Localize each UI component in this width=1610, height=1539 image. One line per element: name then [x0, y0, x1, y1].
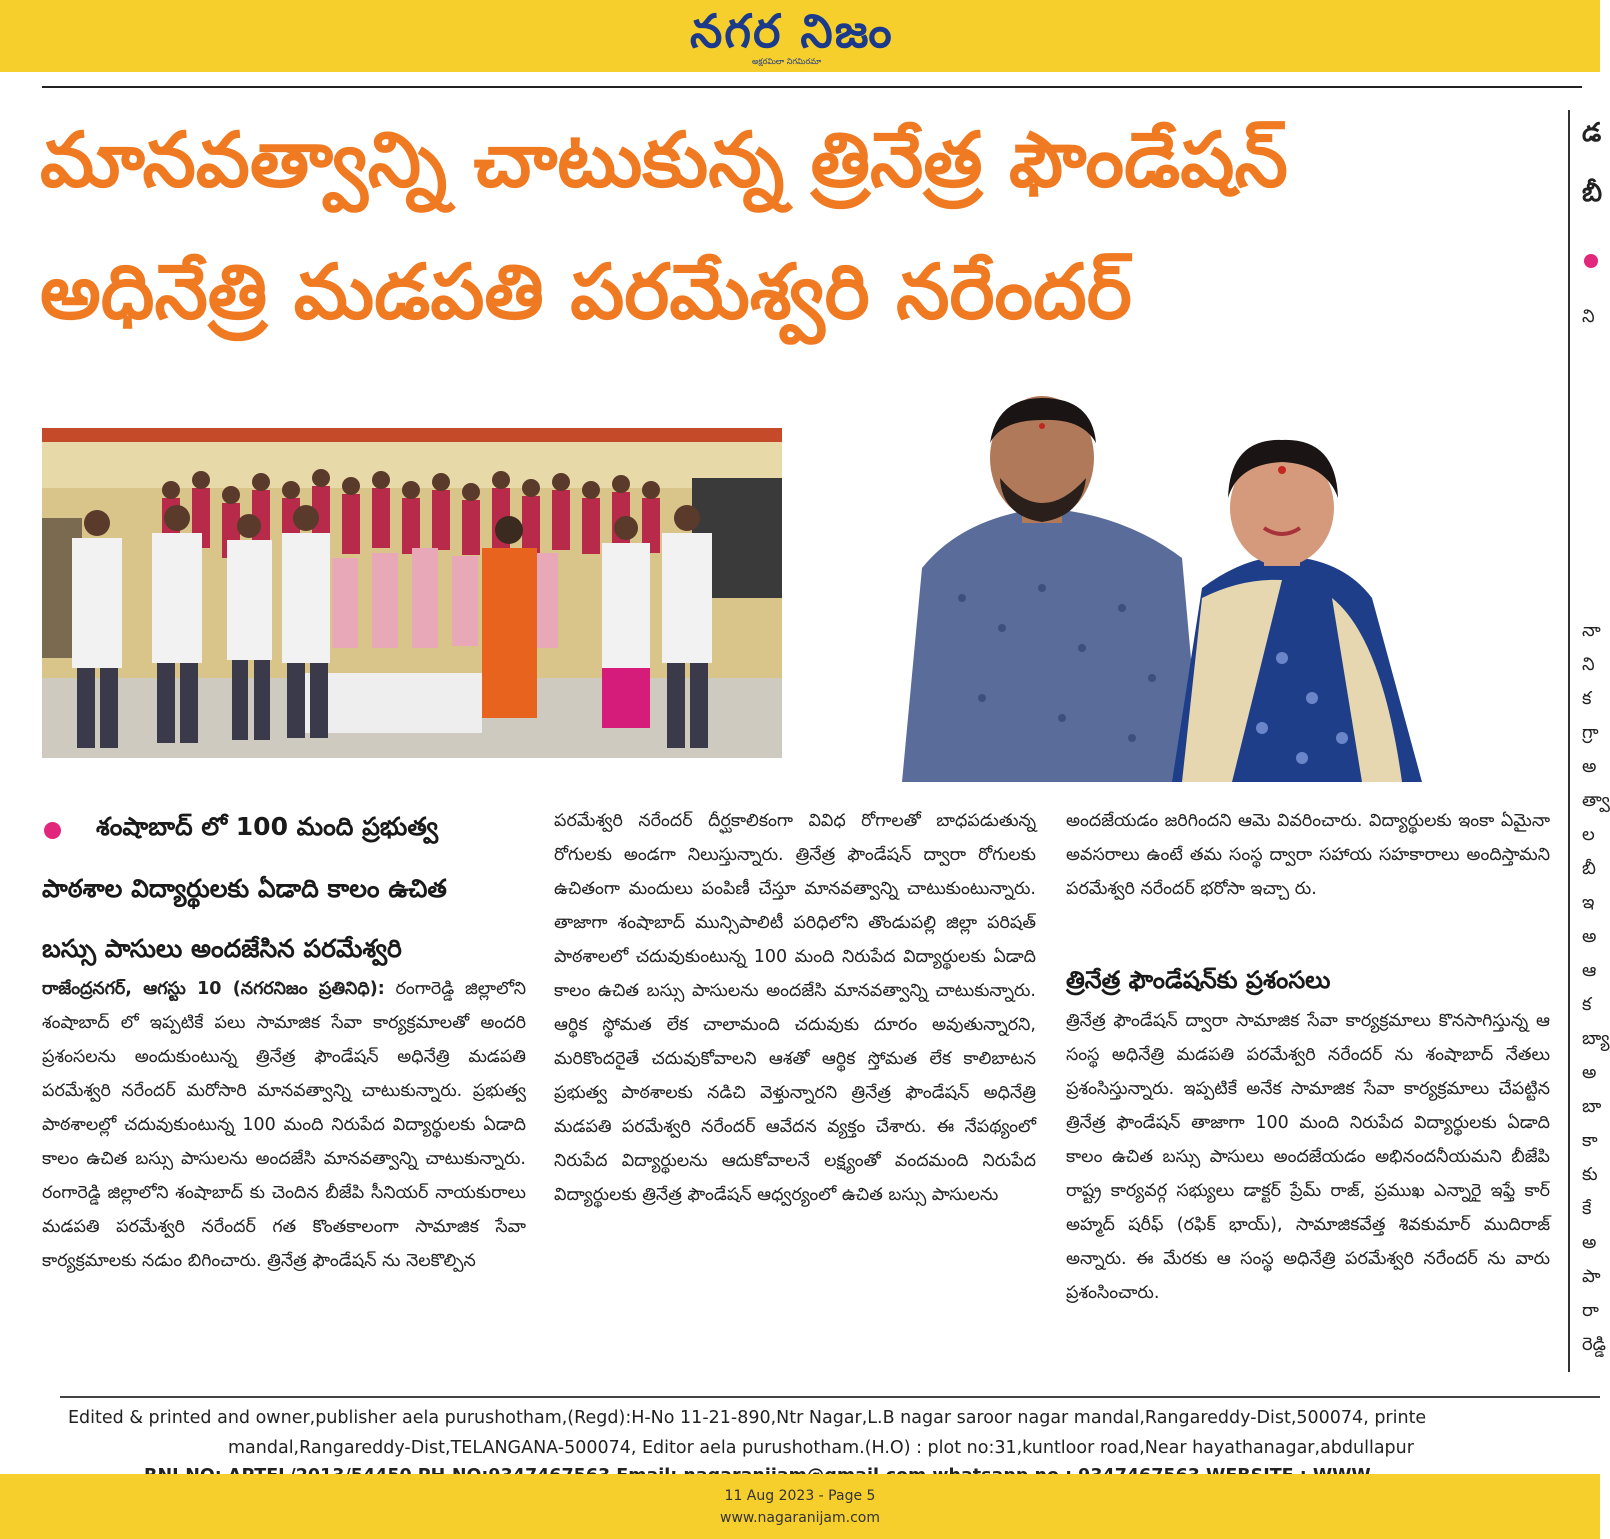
side-fragment: ఆ — [1582, 960, 1597, 981]
headline-line-1: మానవత్వాన్ని చాటుకున్న త్రినేత్ర ఫౌండేషన్ — [40, 115, 1288, 204]
side-fragment: గ్రా — [1582, 722, 1599, 743]
portrait-photo-illustration — [902, 398, 1522, 782]
side-fragment: కా — [1582, 1130, 1598, 1151]
side-fragment: బీ — [1582, 178, 1603, 208]
side-column-divider — [1568, 110, 1570, 1372]
imprint-line-2: mandal,Rangareddy-Dist,TELANGANA-500074, Editor aela purushotham.(H.O) : plot no:31,kuntloor road,Near hayathanagar,abdullapur — [228, 1438, 1414, 1458]
side-fragment: పా — [1582, 1266, 1601, 1287]
side-column-bullet — [1584, 254, 1598, 268]
side-fragment: అ — [1582, 756, 1597, 777]
side-fragment: డ — [1582, 118, 1602, 148]
side-fragment: అ — [1582, 1232, 1597, 1253]
side-fragment: బీ — [1582, 858, 1596, 879]
newspaper-logo: నగర నిజం — [690, 4, 894, 58]
side-fragment: త్వా — [1582, 790, 1610, 811]
newspaper-tagline: అక్షరమిలా నిగమిరమా — [752, 57, 822, 66]
article-column-2: పరమేశ్వరి నరేందర్ దీర్ఘకాలికంగా వివిధ రోగాలతో బాధపడుతున్న రోగులకు అండగా నిలుస్తున్నారు. త్రినేత్ర ఫౌండేషన్ ద్వారా రోగులకు ఉచితంగా మందులు పంపిణీ చేస్తూ మానవత్వాన్ని చాటుకుంటున్నారు. తాజాగా శంషాబాద్ మున్సిపాలిటీ పరిధిలోని తొండుపల్లి జిల్లా పరిషత్ పాఠశాలలో చదువుకుంటున్న 100 మంది నిరుపేద విద్యార్థులకు ఏడాది కాలం ఉచిత బస్సు పాసులను అందజేసి మానవత్వాన్ని చాటుకున్నారు. ఆర్థిక స్థోమత లేక చాలామంది చదువుకు దూరం అవుతున్నారని, మరికొందరైతే చదువుకోవాలని ఆశతో ఆర్థిక స్తోమత లేక కాలిబాటన ప్రభుత్వ పాఠశాలకు నడిచి వెళ్తున్నారని త్రినేత్ర ఫౌండేషన్ అధినేత్రి మడపతి పరమేశ్వరి నరేందర్ ఆవేదన వ్యక్తం చేశారు. ఈ నేపథ్యంలో నిరుపేద విద్యార్థులను ఆదుకోవాలనే లక్ష్యంతో వందమంది నిరుపేద విద్యార్థులకు త్రినేత్ర ఫౌండేషన్ ఆధ్వర్యంలో ఉచిత బస్సు పాసులను — [554, 811, 1036, 1205]
side-fragment: రా — [1582, 1300, 1599, 1321]
masthead — [0, 0, 1600, 72]
side-fragment: ని — [1582, 654, 1595, 675]
group-photo-illustration — [42, 428, 782, 758]
side-fragment: అ — [1582, 1062, 1597, 1083]
subheadline-line-3: బస్సు పాసులు అందజేసిన పరమేశ్వరి — [42, 934, 402, 963]
side-fragment: ల — [1582, 824, 1595, 845]
side-fragment: రెడ్డి — [1582, 1334, 1606, 1355]
headline-line-2: అధినేత్రి మడపతి పరమేశ్వరి నరేందర్ — [40, 247, 1132, 336]
article-column-3-bottom: త్రినేత్ర ఫౌండేషన్ ద్వారా సామాజిక సేవా కార్యక్రమాలు కొనసాగిస్తున్న ఆ సంస్థ అధినేత్రి మడపతి పరమేశ్వరి నరేందర్ ను శంషాబాద్ నేతలు ప్రశంసిస్తున్నారు. ఇప్పటికే అనేక సామాజిక సేవా కార్యక్రమాలు చేపట్టిన త్రినేత్ర ఫౌండేషన్ తాజాగా 100 మంది నిరుపేద విద్యార్థులకు ఏడాది కాలం ఉచిత బస్సు పాసులు అందజేయడం అభినందనీయమని బీజేపి రాష్ట్ర కార్యవర్గ సభ్యులు డాక్టర్ ప్రేమ్ రాజ్, ప్రముఖ ఎన్నారై ఇఫ్తే కార్ అహ్మద్ షరీఫ్ (రఫిక్ భాయ్), సామాజికవేత్త శివకుమార్ ముదిరాజ్ అన్నారు. ఈ మేరకు ఆ సంస్థ అధినేత్రి పరమేశ్వరి నరేందర్ ను వారు ప్రశంసించారు. — [1066, 1011, 1550, 1303]
side-fragment: ని — [1582, 306, 1595, 327]
imprint-line-1: Edited & printed and owner,publisher aela purushotham,(Regd):H-No 11-21-890,Ntr Nagar,L.B nagar saroor nagar mandal,Rangareddy-Dist,500074, printe — [68, 1408, 1427, 1428]
subheadline-bullet — [44, 822, 61, 839]
article-byline: రాజేంద్రనగర్, ఆగస్టు 10 (నగరనిజం ప్రతినిధి): — [42, 979, 385, 999]
subheadline-line-2: పాఠశాల విద్యార్థులకు ఏడాది కాలం ఉచిత — [42, 874, 447, 903]
footer-divider — [60, 1396, 1600, 1398]
side-fragment: బా — [1582, 1096, 1602, 1117]
portrait-photo — [902, 398, 1522, 782]
side-fragment: కు — [1582, 1164, 1598, 1185]
page-info: 11 Aug 2023 - Page 5 — [724, 1488, 876, 1504]
article-column-3-heading: త్రినేత్ర ఫౌండేషన్‌కు ప్రశంసలు — [1066, 966, 1331, 994]
side-fragment: ఇ — [1582, 892, 1595, 913]
top-divider — [42, 86, 1582, 88]
article-column-3-top: అందజేయడం జరిగిందని ఆమె వివరించారు. విద్యార్థులకు ఇంకా ఏమైనా అవసరాలు ఉంటే తమ సంస్థ ద్వారా సహాయ సహకారాలు అందిస్తామని పరమేశ్వరి నరేందర్ భరోసా ఇచ్చా రు. — [1066, 811, 1550, 899]
side-fragment: నా — [1582, 620, 1601, 641]
article-column-1 — [42, 972, 526, 1278]
side-fragment: అ — [1582, 926, 1597, 947]
article-column-1-text: రంగారెడ్డి జిల్లాలోని శంషాబాద్ లో ఇప్పటికే పలు సామాజిక సేవా కార్యక్రమాలతో అందరి ప్రశంసలను అందుకుంటున్న త్రినేత్ర ఫౌండేషన్ అధినేత్రి మడపతి పరమేశ్వరి నరేందర్ మరోసారి మానవత్వాన్ని చాటుకున్నారు. ప్రభుత్వ పాఠశాలల్లో చదువుకుంటున్న 100 మంది నిరుపేద విద్యార్థులకు ఏడాది కాలం ఉచిత బస్సు పాసులను అందజేసి మానవత్వాన్ని చాటుకున్నారు. రంగారెడ్డి జిల్లాలోని శంషాబాద్ కు చెందిన బీజేపి సీనియర్ నాయకురాలు మడపతి పరమేశ్వరి నరేందర్ గత కొంతకాలంగా సామాజిక సేవా కార్యక్రమాలకు నడుం బిగించారు. త్రినేత్ర ఫౌండేషన్ ను నెలకొల్పిన — [42, 979, 526, 1271]
side-fragment: బ్యా — [1582, 1028, 1610, 1049]
side-fragment: క — [1582, 994, 1592, 1015]
side-fragment: కే — [1582, 1198, 1592, 1219]
subheadline-line-1: శంషాబాద్ లో 100 మంది ప్రభుత్వ — [96, 812, 439, 841]
group-photo — [42, 428, 782, 758]
website-link[interactable]: www.nagaranijam.com — [720, 1510, 880, 1526]
side-fragment: క — [1582, 688, 1592, 709]
bottom-bar — [0, 1474, 1600, 1539]
